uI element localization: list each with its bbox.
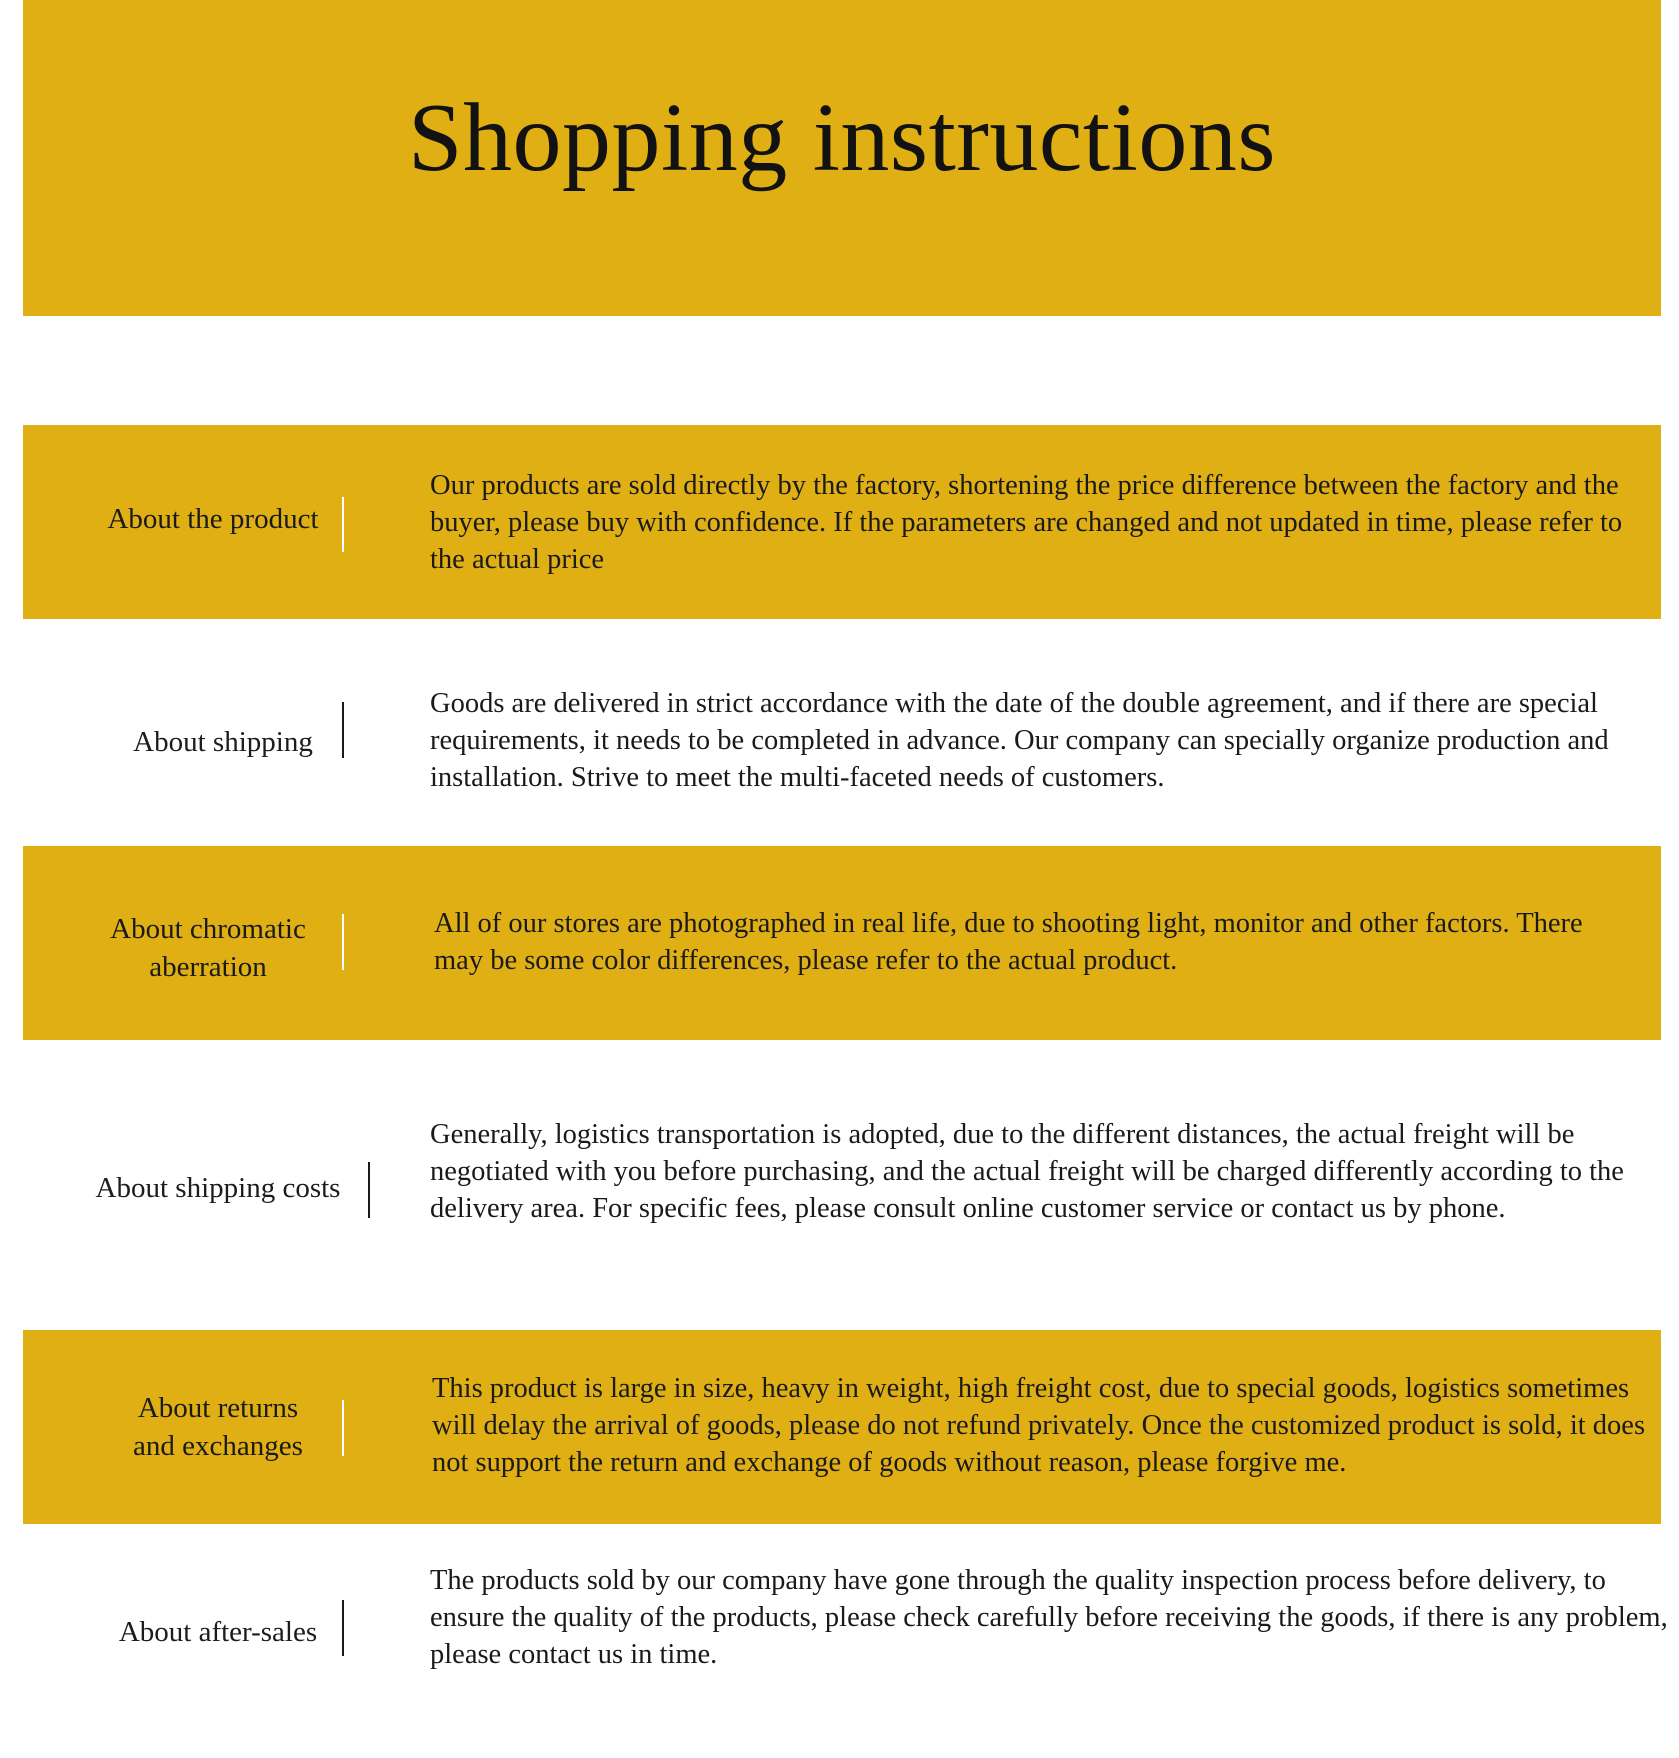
section-returns-exchanges — [23, 1330, 1661, 1524]
section-divider — [342, 914, 344, 970]
section-label: About shipping costs — [95, 1172, 341, 1204]
section-text: All of our stores are photographed in real life, due to shooting light, monitor and other factors. There may be some color differences, please refer to the actual product. — [434, 908, 1583, 976]
section-label: About after-sales — [118, 1616, 318, 1648]
section-label: About returns and exchanges — [133, 1392, 303, 1462]
section-text: This product is large in size, heavy in weight, high freight cost, due to special goods, logistics sometimes will delay the arrival of goods, please do not refund privately. Once the customized product is sold, it does not support the return and exchange of goods without reason, please forgive me. — [432, 1373, 1646, 1478]
page-title: Shopping instructions — [407, 84, 1277, 192]
section-divider — [342, 1400, 344, 1456]
section-shipping-costs — [23, 1090, 1661, 1280]
section-divider — [342, 702, 344, 758]
section-text: Generally, logistics transportation is adopted, due to the different distances, the actual freight will be negotiated with you before purchasing, and the actual freight will be charged differently according to the delivery area. For specific fees, please consult online customer service or contact us by phone. — [430, 1119, 1624, 1224]
section-divider — [342, 1600, 344, 1656]
section-label: About the product — [107, 503, 319, 535]
section-text: The products sold by our company have gone through the quality inspection process before delivery, to ensure the quality of the products, please check carefully before receiving the goods, if there is any problem, please contact us in time. — [430, 1565, 1668, 1670]
section-divider — [368, 1162, 370, 1218]
section-label: About chromatic aberration — [110, 913, 306, 983]
section-after-sales — [23, 1530, 1668, 1730]
section-text: Goods are delivered in strict accordance with the date of the double agreement, and if there are special requirements, it needs to be completed in advance. Our company can specially organize production and installation. Strive to meet the multi-faceted needs of customers. — [430, 688, 1609, 793]
section-chromatic-aberration — [23, 846, 1661, 1040]
section-divider — [342, 497, 344, 552]
section-shipping — [23, 640, 1661, 840]
header-banner — [23, 0, 1661, 316]
section-text: Our products are sold directly by the factory, shortening the price difference between the factory and the buyer, please buy with confidence. If the parameters are changed and not updated in time, please refer to the actual price — [430, 470, 1623, 575]
section-label: About shipping — [133, 726, 313, 758]
section-product — [23, 425, 1661, 619]
